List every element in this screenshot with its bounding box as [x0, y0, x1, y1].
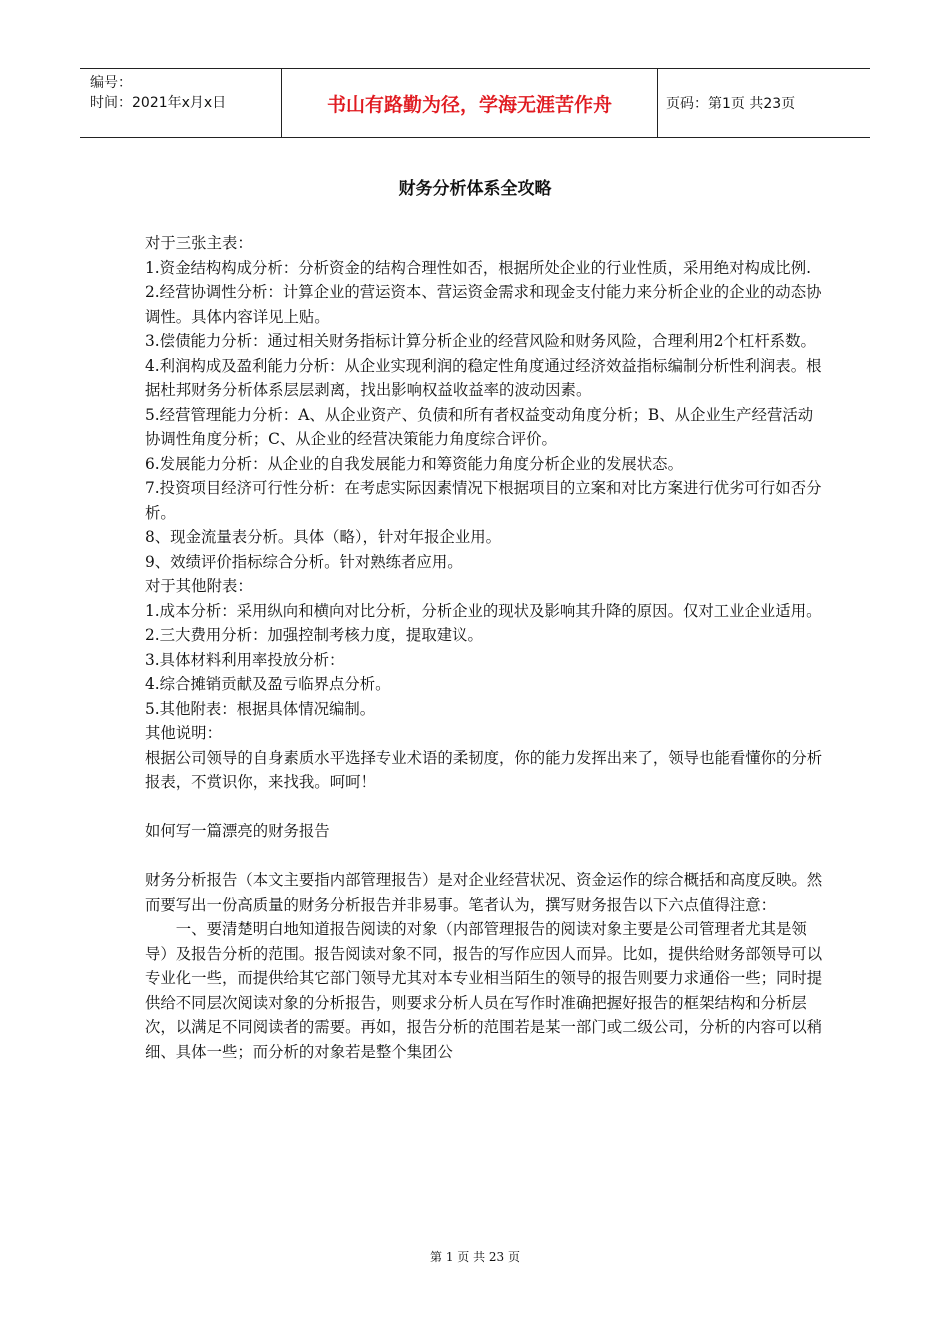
- header-table: [80, 68, 870, 138]
- paragraph: 其他说明：: [145, 724, 222, 742]
- header-motto: 书山有路勤为径，学海无涯苦作舟: [282, 69, 658, 137]
- page-footer: 第 1 页 共 23 页: [430, 1250, 520, 1264]
- paragraph: 一、要清楚明白地知道报告阅读的对象（内部管理报告的阅读对象主要是公司管理者尤其是领导）及报告分析的范围。报告阅读对象不同，报告的写作应因人而异。比如，提供给财务部领导可以专业化一些，而提供给其它部门领导尤其对本专业相当陌生的领导的报告则要力求通俗一些；同时提供给不同层次阅读对象的分析报告，则要求分析人员在写作时准确把握好报告的框架结构和分析层次，以满足不同阅读者的需要。再如，报告分析的范围若是某一部门或二级公司，分析的内容可以稍细、具体一些；而分析的对象若是整个集团公: [145, 920, 823, 1061]
- paragraph: 5.经营管理能力分析：A、从企业资产、负债和所有者权益变动角度分析；B、从企业生产经营活动协调性角度分析；C、从企业的经营决策能力角度综合评价。: [145, 405, 814, 448]
- paragraph: 7.投资项目经济可行性分析：在考虑实际因素情况下根据项目的立案和对比方案进行优劣可行如否分析。: [145, 479, 822, 522]
- paragraph: 3.偿债能力分析：通过相关财务指标计算分析企业的经营风险和财务风险，合理利用2个杠杆系数。: [145, 332, 816, 350]
- paragraph: 根据公司领导的自身素质水平选择专业术语的柔韧度，你的能力发挥出来了，领导也能看懂你的分析报表，不赏识你，来找我。呵呵！: [145, 748, 823, 791]
- paragraph: 5.其他附表：根据具体情况编制。: [145, 699, 376, 718]
- document-body: [145, 231, 825, 1064]
- paragraph: 8、现金流量表分析。具体（略），针对年报企业用。: [145, 528, 502, 546]
- paragraph: 对于三张主表：: [145, 234, 253, 252]
- paragraph: 4.利润构成及盈利能力分析：从企业实现利润的稳定性角度通过经济效益指标编制分析性利润表。根据杜邦财务分析体系层层剥离，找出影响权益收益率的波动因素。: [145, 356, 822, 399]
- paragraph: 对于其他附表：: [145, 577, 253, 595]
- paragraph: 2.经营协调性分析：计算企业的营运资本、营运资金需求和现金支付能力来分析企业的企业的动态协调性。具体内容详见上贴。: [145, 283, 822, 326]
- document-title: 财务分析体系全攻略: [398, 179, 552, 199]
- paragraph: 6.发展能力分析：从企业的自我发展能力和筹资能力角度分析企业的发展状态。: [145, 454, 683, 473]
- blank-line: [145, 795, 825, 820]
- paragraph: 2.三大费用分析：加强控制考核力度，提取建议。: [145, 626, 483, 644]
- paragraph: 4.综合摊销贡献及盈亏临界点分析。: [145, 675, 391, 693]
- header-meta: [80, 69, 282, 137]
- document-date: 时间：2021年x月x日: [90, 95, 227, 111]
- section-heading: 如何写一篇漂亮的财务报告: [145, 822, 330, 840]
- paragraph: 3.具体材料利用率投放分析：: [145, 650, 345, 669]
- blank-line: [145, 844, 825, 869]
- paragraph: 1.资金结构构成分析：分析资金的结构合理性如否，根据所处企业的行业性质，采用绝对构成比例.: [145, 258, 811, 277]
- paragraph: 财务分析报告（本文主要指内部管理报告）是对企业经营状况、资金运作的综合概括和高度反映。然而要写出一份高质量的财务分析报告并非易事。笔者认为，撰写财务报告以下六点值得注意：: [145, 871, 823, 914]
- document-number: 编号：: [90, 75, 132, 91]
- paragraph: 9、效绩评价指标综合分析。针对熟练者应用。: [145, 552, 463, 571]
- header-page-number: 页码：第1页 共23页: [666, 96, 796, 112]
- paragraph: 1.成本分析：采用纵向和横向对比分析，分析企业的现状及影响其升降的原因。仅对工业企业适用。: [145, 601, 822, 620]
